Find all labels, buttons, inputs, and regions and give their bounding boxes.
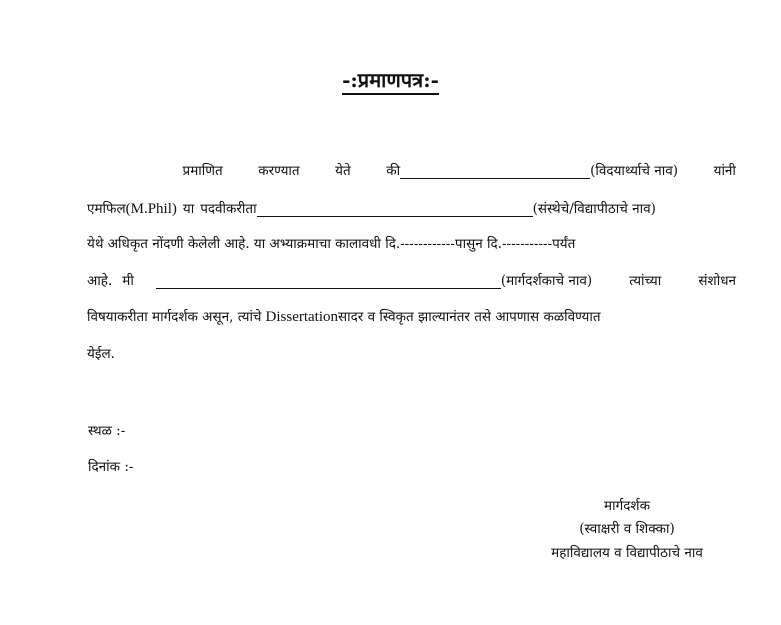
to-label: पर्यंत bbox=[552, 236, 576, 252]
word: पदवीकरीता bbox=[200, 201, 257, 217]
subject-text: विषयाकरीता मार्गदर्शक असून, त्यांचे bbox=[87, 309, 262, 325]
body-line-2 bbox=[87, 191, 736, 227]
word: की bbox=[386, 163, 401, 179]
submission-text: सादर व स्विकृत झाल्यानंतर तसे आपणास कळविण्यात bbox=[338, 309, 601, 325]
signature-role: मार्गदर्शक bbox=[604, 498, 650, 514]
dissertation-word: Dissertation bbox=[265, 309, 339, 325]
signature-seal: (स्वाक्षरी व शिक्का) bbox=[579, 521, 675, 537]
signature-institution: महाविद्यालय व विद्यापीठाचे नाव bbox=[551, 545, 703, 561]
body-line-1 bbox=[87, 153, 736, 189]
word: या bbox=[182, 201, 195, 217]
guide-name-label: (मार्गदर्शकाचे नाव) bbox=[500, 273, 593, 289]
to-date-blank: ----------- bbox=[501, 236, 553, 252]
word: त्यांच्या bbox=[629, 273, 662, 289]
institution-name-label: (संस्थेचे/विद्यापीठाचे नाव) bbox=[532, 201, 656, 217]
word: संशोधन bbox=[698, 273, 736, 289]
duration-text: येथे अधिकृत नोंदणी केलेली आहे. या अभ्याक्रमाचा कालावधी दि. bbox=[87, 236, 401, 252]
word: मी bbox=[122, 273, 134, 289]
from-label: पासुन दि. bbox=[454, 236, 502, 252]
closing-word: येईल. bbox=[87, 346, 115, 362]
body-line-5 bbox=[87, 299, 736, 335]
institution-name-blank bbox=[257, 202, 533, 217]
word: प्रमाणित bbox=[182, 163, 223, 179]
word: आहे. bbox=[87, 273, 113, 289]
date-label: दिनांक :- bbox=[88, 459, 134, 475]
from-date-blank: ------------ bbox=[400, 236, 455, 252]
place-label: स्थळ :- bbox=[88, 423, 126, 439]
body-line-4 bbox=[87, 263, 736, 299]
word: येते bbox=[335, 163, 351, 179]
word-mphil: (M.Phil) bbox=[125, 201, 177, 217]
body-line-6 bbox=[87, 336, 736, 372]
student-name-label: (विदयार्थ्याचे नाव) bbox=[590, 163, 679, 179]
guide-name-blank bbox=[156, 274, 501, 289]
word: करण्यात bbox=[258, 163, 300, 179]
body-line-3 bbox=[87, 226, 736, 262]
certificate-title: -:प्रमाणपत्र:- bbox=[0, 66, 781, 94]
student-name-blank bbox=[400, 164, 590, 179]
word: एमफिल bbox=[87, 201, 126, 217]
word: यांनी bbox=[713, 163, 736, 179]
